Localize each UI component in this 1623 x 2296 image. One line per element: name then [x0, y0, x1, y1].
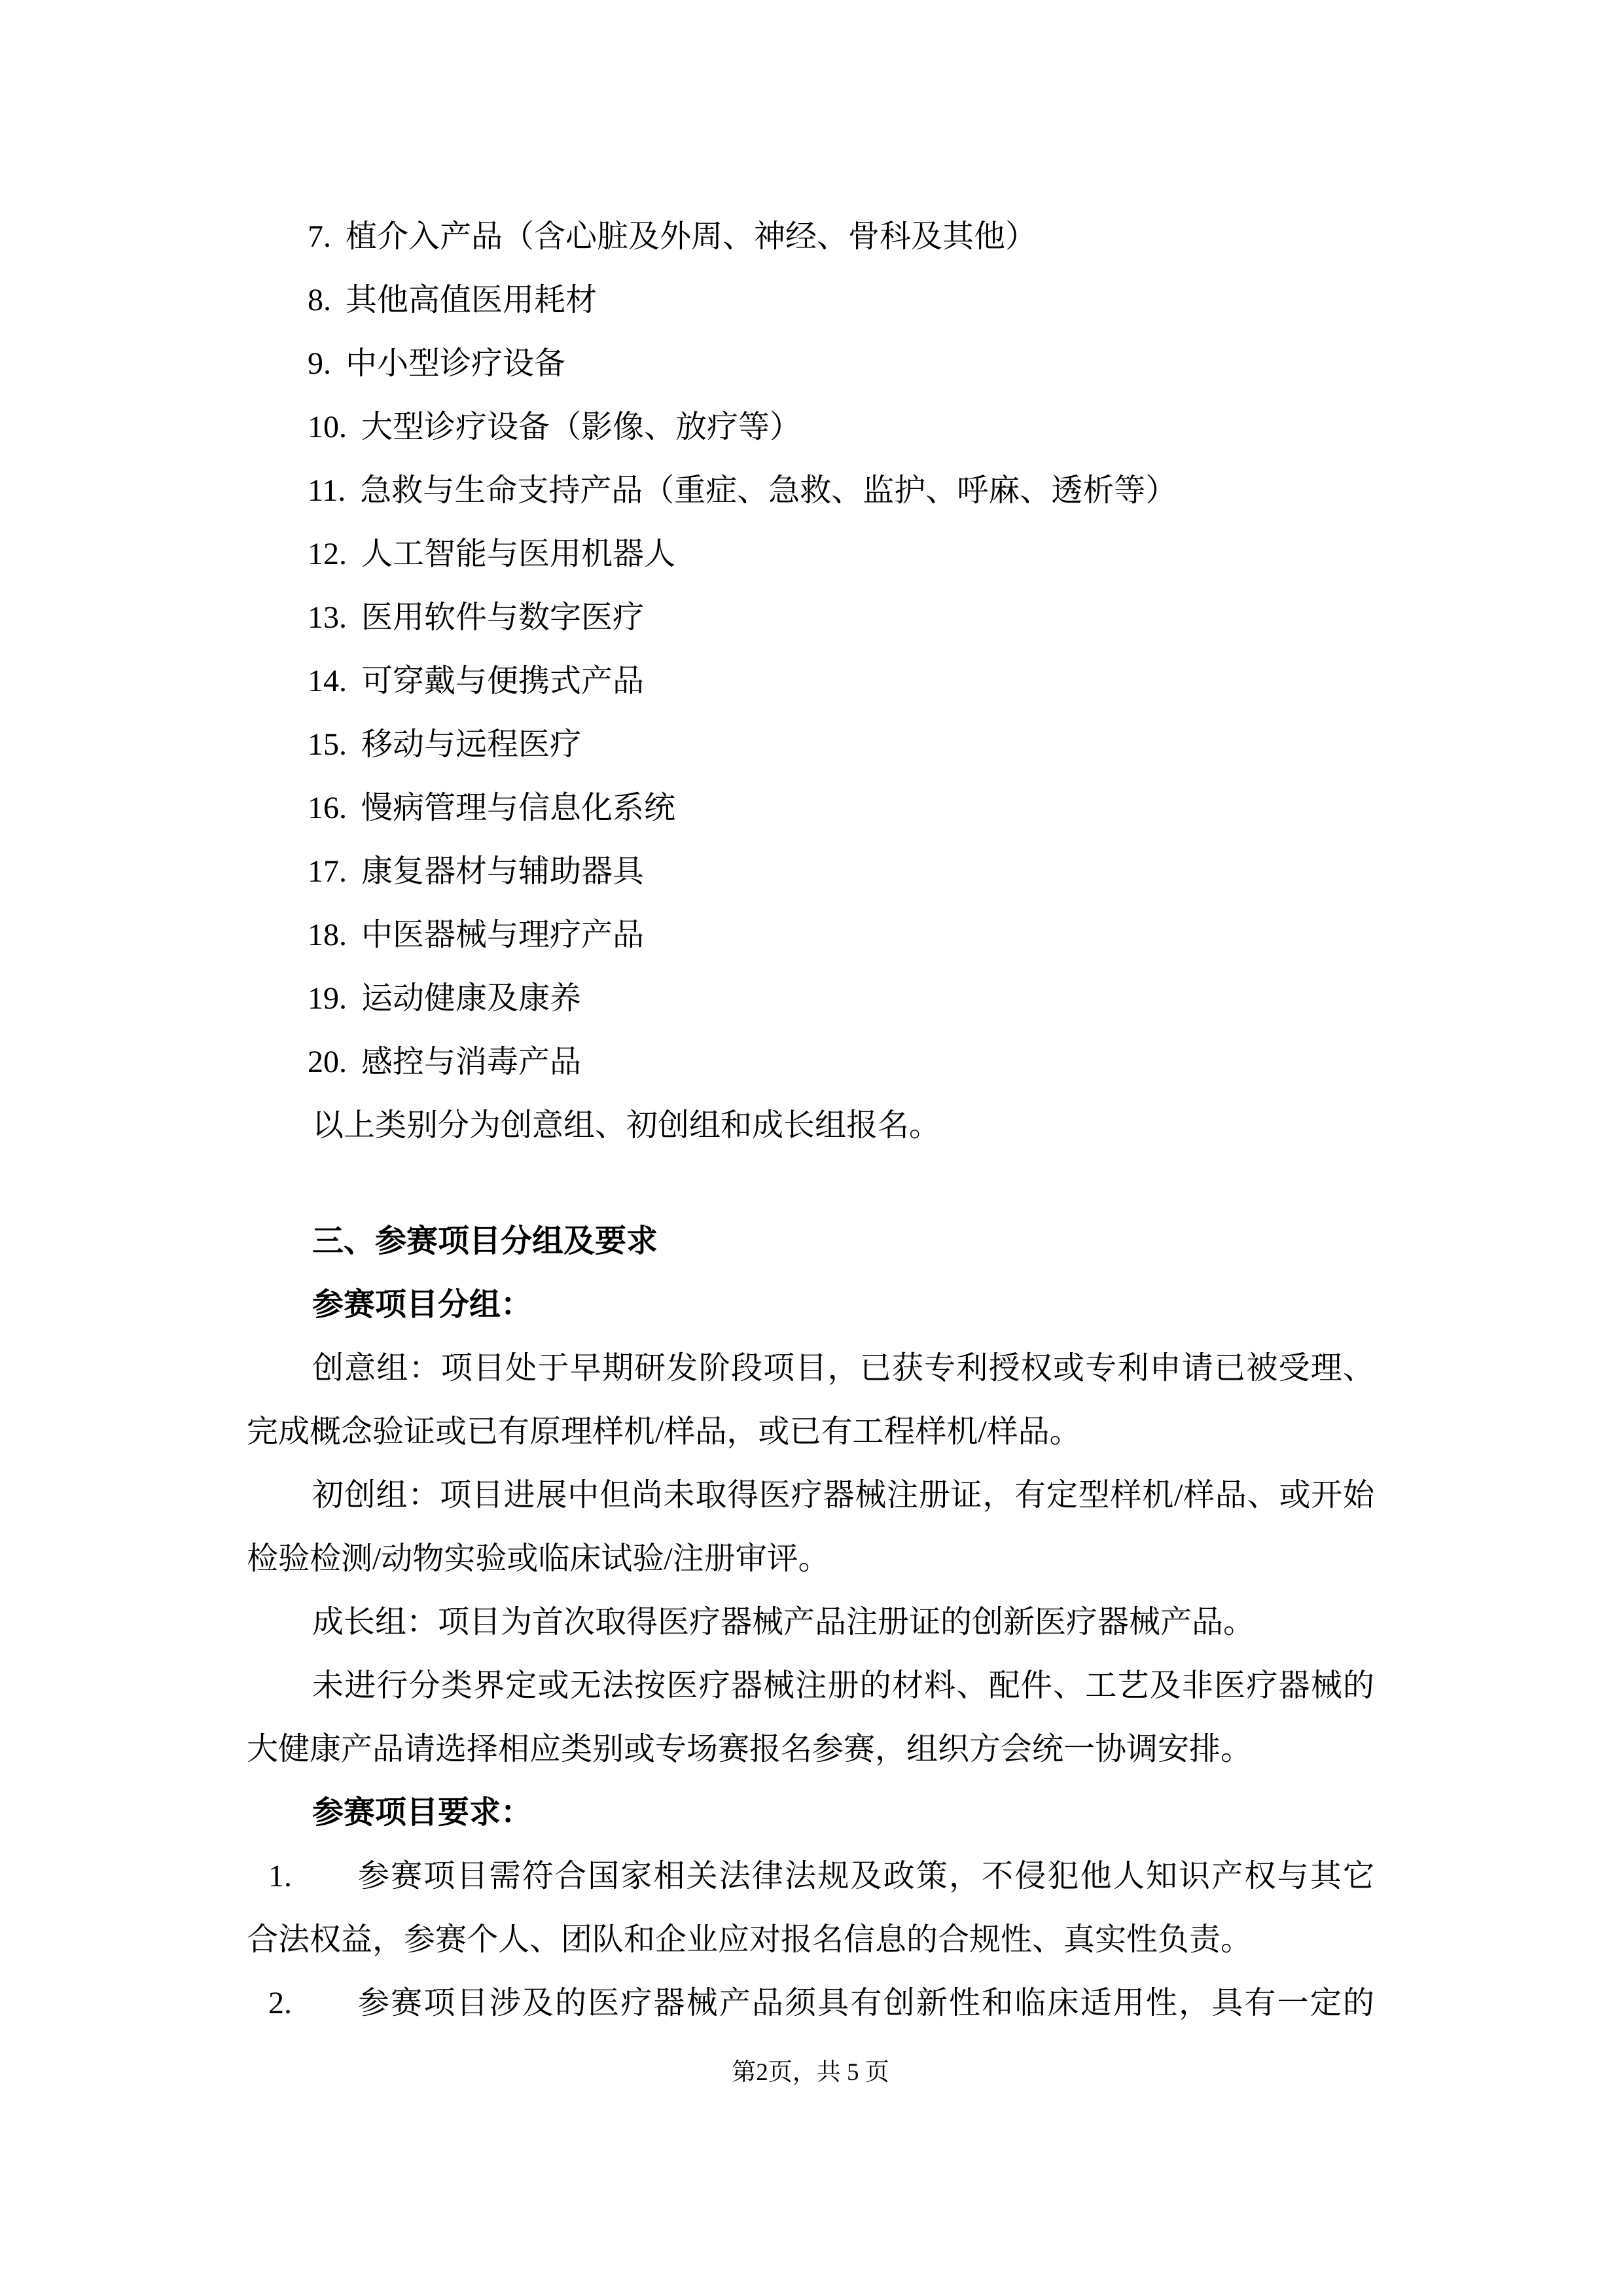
paragraph-line: 检验检测/动物实验或临床试验/注册审评。: [247, 1541, 830, 1576]
list-item-number: 17.: [308, 854, 347, 889]
list-item-text: 医用软件与数字医疗: [361, 600, 645, 635]
list-item: [308, 395, 1374, 459]
list-item-text: 人工智能与医用机器人: [361, 537, 676, 571]
paragraph-line: 大健康产品请选择相应类别或专场赛报名参赛，组织方会统一协调安排。: [247, 1732, 1253, 1767]
list-item-number: 19.: [308, 981, 347, 1016]
list-item: [308, 776, 1374, 840]
numbered-requirement: [268, 1971, 1374, 2035]
list-item-text: 急救与生命支持产品（重症、急救、监护、呼麻、透析等）: [360, 473, 1177, 508]
list-item: [308, 649, 1374, 713]
list-item-number: 20.: [308, 1045, 347, 1079]
list-item: [308, 205, 1374, 268]
list-item-text: 大型诊疗设备（影像、放疗等）: [361, 410, 802, 444]
list-item: [308, 1030, 1374, 1094]
list-item: [308, 586, 1374, 649]
section-heading: 三、参赛项目分组及要求: [312, 1224, 658, 1259]
list-item-number: 13.: [308, 600, 347, 635]
paragraph-line: 以上类别分为创意组、初创组和成长组报名。: [312, 1108, 941, 1143]
list-item-number: 1.: [268, 1859, 292, 1893]
list-item: [308, 840, 1374, 903]
list-item-number: 10.: [308, 410, 347, 444]
list-item: [308, 713, 1374, 776]
list-item-text: 运动健康及康养: [361, 981, 582, 1016]
list-item-number: 12.: [308, 537, 347, 571]
paragraph-line: 合法权益，参赛个人、团队和企业应对报名信息的合规性、真实性负责。: [247, 1922, 1253, 1957]
list-item-number: 16.: [308, 791, 347, 825]
list-item-number: 9.: [308, 346, 331, 381]
list-item-number: 11.: [308, 473, 346, 508]
list-item: [308, 522, 1374, 586]
list-item-text: 慢病管理与信息化系统: [361, 791, 676, 825]
list-item-text: 移动与远程医疗: [361, 727, 582, 762]
section-heading: 参赛项目要求：: [312, 1795, 533, 1830]
list-item-number: 15.: [308, 727, 347, 762]
list-item-text: 其他高值医用耗材: [346, 283, 597, 317]
list-item: [308, 268, 1374, 332]
paragraph-line: 初创组：项目进展中但尚未取得医疗器械注册证，有定型样机/样品、或开始: [312, 1478, 1374, 1513]
page-number: 第2页，共 5 页: [732, 2059, 889, 2086]
list-item: [308, 903, 1374, 967]
list-item-number: 7.: [308, 219, 331, 254]
list-item-number: 2.: [268, 1986, 292, 2020]
list-item-text: 感控与消毒产品: [361, 1045, 582, 1079]
list-item: [308, 967, 1374, 1030]
list-item-text: 参赛项目涉及的医疗器械产品须具有创新性和临床适用性，具有一定的: [358, 1986, 1374, 2020]
paragraph-line: 成长组：项目为首次取得医疗器械产品注册证的创新医疗器械产品。: [312, 1605, 1255, 1640]
list-item-text: 可穿戴与便携式产品: [361, 664, 645, 698]
list-item: [308, 459, 1374, 522]
list-item-text: 中医器械与理疗产品: [361, 918, 645, 952]
list-item-text: 植介入产品（含心脏及外周、神经、骨科及其他）: [346, 219, 1037, 254]
list-item: [308, 332, 1374, 395]
list-item-text: 中小型诊疗设备: [346, 346, 566, 381]
list-item-number: 18.: [308, 918, 347, 952]
paragraph-line: 完成概念验证或已有原理样机/样品，或已有工程样机/样品。: [247, 1414, 1081, 1449]
document-body: [247, 205, 1374, 2035]
section-heading: 参赛项目分组：: [312, 1287, 533, 1322]
numbered-requirement: [268, 1844, 1374, 1908]
list-item-text: 康复器材与辅助器具: [361, 854, 645, 889]
list-item-number: 14.: [308, 664, 347, 698]
list-item-text: 参赛项目需符合国家相关法律法规及政策，不侵犯他人知识产权与其它: [358, 1859, 1374, 1893]
paragraph-line: 创意组：项目处于早期研发阶段项目，已获专利授权或专利申请已被受理、: [312, 1351, 1374, 1386]
paragraph-line: 未进行分类界定或无法按医疗器械注册的材料、配件、工艺及非医疗器械的: [312, 1668, 1374, 1703]
list-item-number: 8.: [308, 283, 331, 317]
